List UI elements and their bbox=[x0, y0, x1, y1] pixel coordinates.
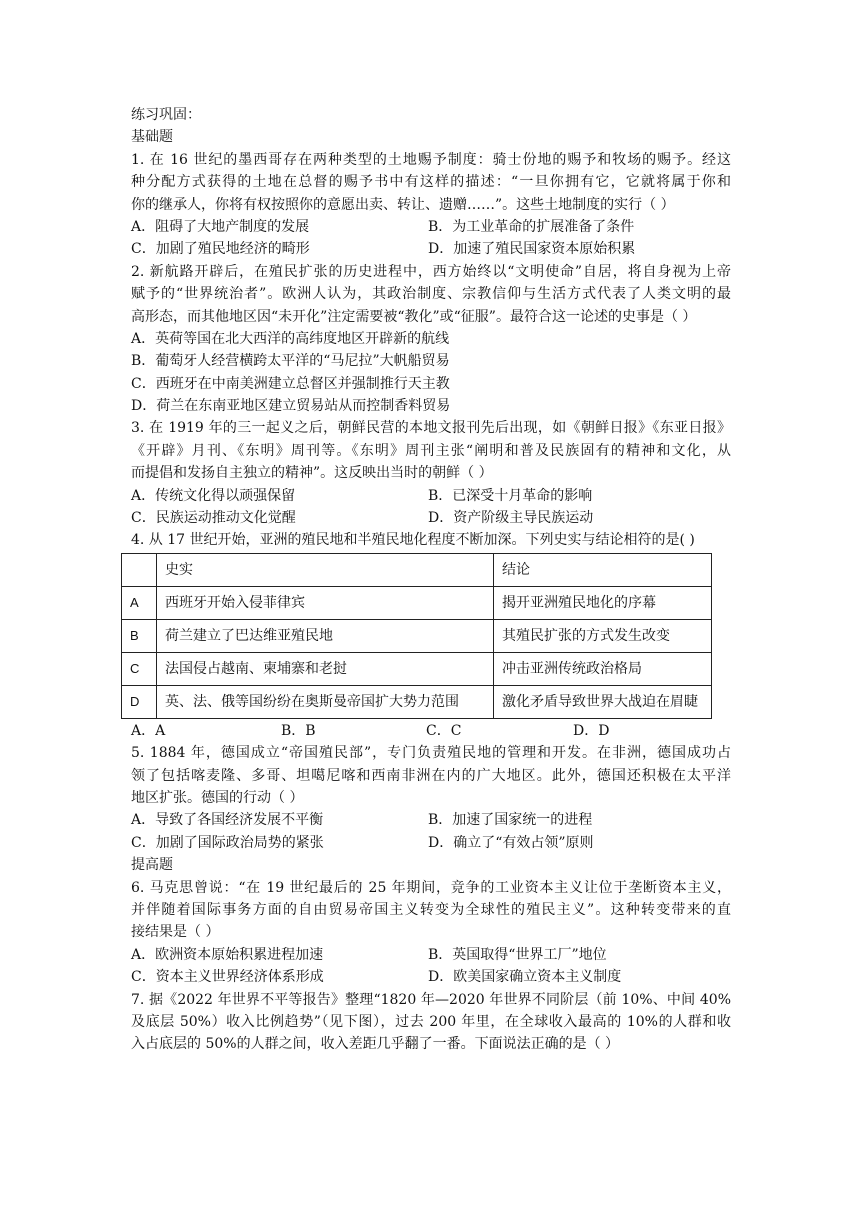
option-d[interactable]: D．欧美国家确立资本主义制度 bbox=[428, 969, 622, 986]
option-b[interactable]: B．B bbox=[281, 722, 316, 739]
option-row bbox=[131, 832, 731, 854]
question-stem-line: 地区扩张。德国的行动（ ） bbox=[131, 789, 304, 806]
table-row bbox=[122, 685, 712, 718]
question-stem-line: 领了包括喀麦隆、多哥、坦噶尼喀和西南非洲在内的广大地区。此外，德国还积极在太平洋 bbox=[131, 767, 731, 784]
row-fact: 英、法、俄等国纷纷在奥斯曼帝国扩大势力范围 bbox=[157, 685, 494, 718]
row-key: A bbox=[122, 586, 157, 619]
option-c[interactable]: C．资本主义世界经济体系形成 bbox=[131, 969, 324, 986]
question-stem-line: 7. 据《2022 年世界不平等报告》整理“1820 年—2020 年世界不同阶层（前 10%、中间 40% bbox=[131, 991, 731, 1008]
question-stem-line: 接结果是（ ） bbox=[131, 924, 220, 941]
question-4 bbox=[131, 529, 731, 742]
section-basic-label: 基础题 bbox=[131, 129, 173, 146]
option-b[interactable]: B．为工业革命的扩展准备了条件 bbox=[428, 218, 635, 235]
table-row bbox=[122, 619, 712, 652]
question-stem-line: 种分配方式获得的土地在总督的赐予书中有这样的描述：“一旦你拥有它，它就将属于你和 bbox=[131, 174, 731, 191]
question-stem-line: 而提倡和发扬自主独立的精神”。这反映出当时的朝鲜（ ） bbox=[131, 465, 493, 482]
option-a[interactable]: A．英荷等国在北大西洋的高纬度地区开辟新的航线 bbox=[131, 330, 450, 347]
question-stem-line: 3. 在 1919 年的三一起义之后，朝鲜民营的本地文报刊先后出现，如《朝鲜日报》《东亚日报》 bbox=[131, 420, 731, 437]
worksheet bbox=[131, 104, 731, 1056]
table-row bbox=[122, 652, 712, 685]
option-row bbox=[131, 809, 731, 831]
option-a[interactable]: A．导致了各国经济发展不平衡 bbox=[131, 812, 324, 829]
answer-options-row bbox=[131, 720, 731, 742]
row-key: B bbox=[122, 619, 157, 652]
option-c[interactable]: C．西班牙在中南美洲建立总督区并强制推行天主教 bbox=[131, 375, 450, 392]
option-c[interactable]: C．C bbox=[426, 722, 462, 739]
row-fact: 法国侵占越南、柬埔寨和老挝 bbox=[157, 652, 494, 685]
option-b[interactable]: B．加速了国家统一的进程 bbox=[428, 812, 593, 829]
option-row bbox=[131, 966, 731, 988]
row-conclusion: 激化矛盾导致世界大战迫在眉睫 bbox=[494, 685, 712, 718]
option-row bbox=[131, 944, 731, 966]
option-row bbox=[131, 485, 731, 507]
option-a[interactable]: A．阻碍了大地产制度的发展 bbox=[131, 218, 310, 235]
table-header-cell: 史实 bbox=[157, 553, 494, 586]
table-row bbox=[122, 586, 712, 619]
option-a[interactable]: A．传统文化得以顽强保留 bbox=[131, 487, 296, 504]
option-d[interactable]: D．加速了殖民国家资本原始积累 bbox=[428, 241, 636, 258]
option-a[interactable]: A．A bbox=[131, 722, 166, 739]
option-row bbox=[131, 216, 731, 238]
row-key: D bbox=[122, 685, 157, 718]
question-6 bbox=[131, 877, 731, 989]
row-conclusion: 冲击亚洲传统政治格局 bbox=[494, 652, 712, 685]
row-conclusion: 揭开亚洲殖民地化的序幕 bbox=[494, 586, 712, 619]
question-stem-line: 2. 新航路开辟后，在殖民扩张的历史进程中，西方始终以“文明使命”自居，将自身视为上帝 bbox=[131, 263, 731, 280]
option-c[interactable]: C．民族运动推动文化觉醒 bbox=[131, 510, 296, 527]
question-stem-line: 赋予的“世界统治者”。欧洲人认为，其政治制度、宗教信仰与生活方式代表了人类文明的最 bbox=[131, 286, 731, 303]
option-b[interactable]: B．葡萄牙人经营横跨太平洋的“马尼拉”大帆船贸易 bbox=[131, 353, 450, 370]
option-d[interactable]: D．D bbox=[573, 722, 610, 739]
row-conclusion: 其殖民扩张的方式发生改变 bbox=[494, 619, 712, 652]
question-stem: 4. 从 17 世纪开始，亚洲的殖民地和半殖民地化程度不断加深。下列史实与结论相符的是( ) bbox=[131, 532, 695, 549]
table-header-row bbox=[122, 553, 712, 586]
question-stem-line: 《开辟》月刊、《东明》周刊等。《东明》周刊主张“阐明和普及民族固有的精神和文化，从 bbox=[131, 442, 731, 459]
option-d[interactable]: D．资产阶级主导民族运动 bbox=[428, 510, 594, 527]
option-b[interactable]: B．英国取得“世界工厂”地位 bbox=[428, 946, 607, 963]
question-7 bbox=[131, 989, 731, 1056]
question-stem-line: 及底层 50%）收入比例趋势”（见下图），过去 200 年里，在全球收入最高的 10%的人群和收 bbox=[131, 1013, 731, 1030]
option-d[interactable]: D．荷兰在东南亚地区建立贸易站从而控制香料贸易 bbox=[131, 398, 451, 415]
row-key: C bbox=[122, 652, 157, 685]
question-stem-line: 并伴随着国际事务方面的自由贸易帝国主义转变为全球性的殖民主义”。这种转变带来的直 bbox=[131, 901, 731, 918]
option-row bbox=[131, 238, 731, 260]
question-stem-line: 5. 1884 年，德国成立“帝国殖民部”，专门负责殖民地的管理和开发。在非洲，德国成功占 bbox=[131, 745, 731, 762]
option-b[interactable]: B．已深受十月革命的影响 bbox=[428, 487, 593, 504]
question-stem-line: 高形态，而其他地区因“未开化”注定需要被“教化”或“征服”。最符合这一论述的史事是（ ） bbox=[131, 308, 697, 325]
section-advanced-label: 提高题 bbox=[131, 857, 173, 874]
row-fact: 西班牙开始入侵菲律宾 bbox=[157, 586, 494, 619]
header-title: 练习巩固： bbox=[131, 107, 201, 123]
question-1 bbox=[131, 149, 731, 261]
option-row bbox=[131, 507, 731, 529]
option-c[interactable]: C．加剧了殖民地经济的畸形 bbox=[131, 241, 310, 258]
row-fact: 荷兰建立了巴达维亚殖民地 bbox=[157, 619, 494, 652]
option-a[interactable]: A．欧洲资本原始积累进程加速 bbox=[131, 946, 324, 963]
question-5 bbox=[131, 742, 731, 854]
question-stem-line: 入占底层的 50%的人群之间，收入差距几乎翻了一番。下面说法正确的是（ ） bbox=[131, 1036, 620, 1053]
facts-conclusions-table bbox=[121, 553, 712, 719]
table-header-cell bbox=[122, 553, 157, 586]
question-stem-line: 你的继承人，你将有权按照你的意愿出卖、转让、遗赠……”。这些土地制度的实行（ ） bbox=[131, 196, 675, 213]
question-stem-line: 1. 在 16 世纪的墨西哥存在两种类型的土地赐予制度：骑士份地的赐予和牧场的赐予。经这 bbox=[131, 151, 731, 168]
question-stem-line: 6. 马克思曾说：“在 19 世纪最后的 25 年期间，竞争的工业资本主义让位于垄断资本主义， bbox=[131, 879, 731, 896]
question-2 bbox=[131, 261, 731, 418]
table-header-cell: 结论 bbox=[494, 553, 712, 586]
question-3 bbox=[131, 417, 731, 529]
option-c[interactable]: C．加剧了国际政治局势的紧张 bbox=[131, 834, 324, 851]
option-d[interactable]: D．确立了“有效占领”原则 bbox=[428, 834, 594, 851]
